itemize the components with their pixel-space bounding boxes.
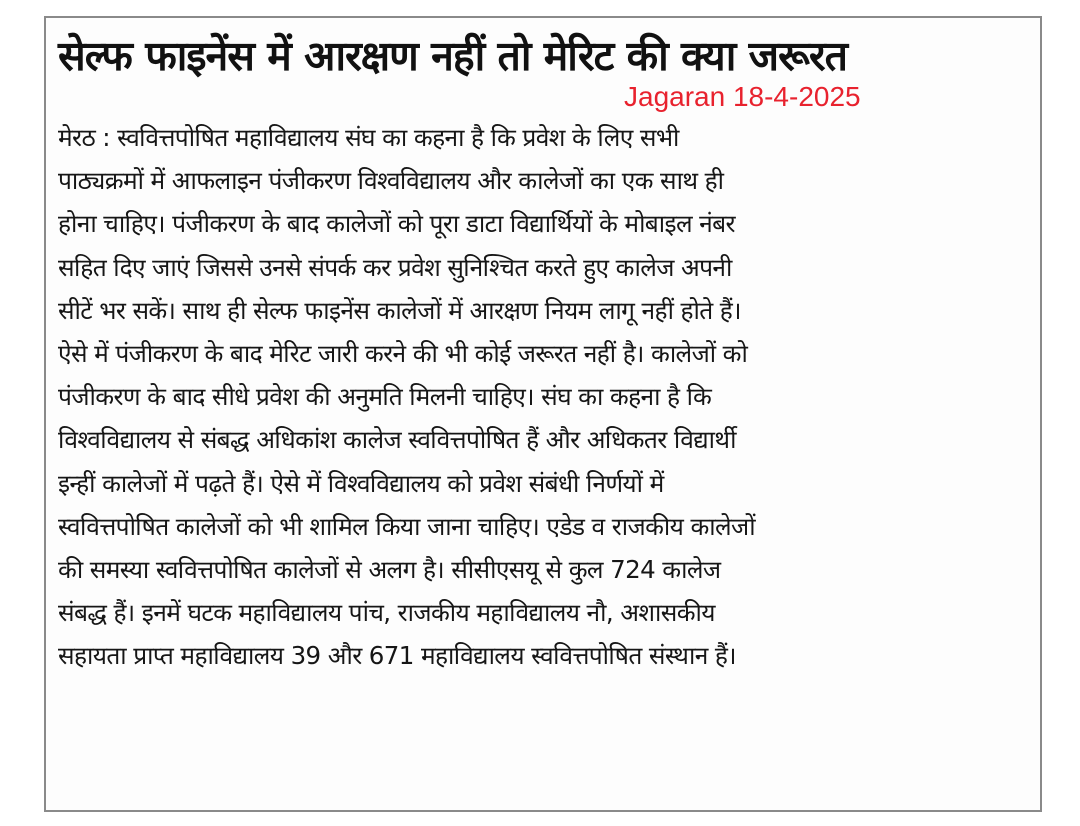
source-date-annotation: Jagaran 18-4-2025 [624,81,861,112]
article-body-line: इन्हीं कालेजों में पढ़ते हैं। ऐसे में विश्वविद्यालय को प्रवेश संबंधी निर्णयों में [58,468,664,498]
article-headline: सेल्फ फाइनेंस में आरक्षण नहीं तो मेरिट की क्या जरूरत [58,32,848,80]
article-body-line: की समस्या स्ववित्तपोषित कालेजों से अलग है। सीसीएसयू से कुल 724 कालेज [58,554,721,584]
article-body-line: स्ववित्तपोषित कालेजों को भी शामिल किया जाना चाहिए। एडेड व राजकीय कालेजों [58,511,755,541]
article-body-line: सहित दिए जाएं जिससे उनसे संपर्क कर प्रवेश सुनिश्चित करते हुए कालेज अपनी [58,252,732,282]
article-body-line: विश्वविद्यालय से संबद्ध अधिकांश कालेज स्ववित्तपोषित हैं और अधिकतर विद्यार्थी [58,425,736,455]
article-body-line: सीटें भर सकें। साथ ही सेल्फ फाइनेंस कालेजों में आरक्षण नियम लागू नहीं होते हैं। [58,295,741,325]
article-body-line: संबद्ध हैं। इनमें घटक महाविद्यालय पांच, राजकीय महाविद्यालय नौ, अशासकीय [58,598,715,628]
article-body-line: मेरठ : स्ववित्तपोषित महाविद्यालय संघ का कहना है कि प्रवेश के लिए सभी [58,123,679,152]
newspaper-clipping [44,16,1042,812]
article-body-line: पंजीकरण के बाद सीधे प्रवेश की अनुमति मिलनी चाहिए। संघ का कहना है कि [58,382,712,412]
article-body-line: होना चाहिए। पंजीकरण के बाद कालेजों को पूरा डाटा विद्यार्थियों के मोबाइल नंबर [58,209,735,239]
article-body-line: सहायता प्राप्त महाविद्यालय 39 और 671 महाविद्यालय स्ववित्तपोषित संस्थान हैं। [58,641,736,671]
article-body-line: ऐसे में पंजीकरण के बाद मेरिट जारी करने की भी कोई जरूरत नहीं है। कालेजों को [58,338,748,368]
article-body-line: पाठ्यक्रमों में आफलाइन पंजीकरण विश्वविद्यालय और कालेजों का एक साथ ही [58,166,724,196]
article-body [58,116,1030,677]
